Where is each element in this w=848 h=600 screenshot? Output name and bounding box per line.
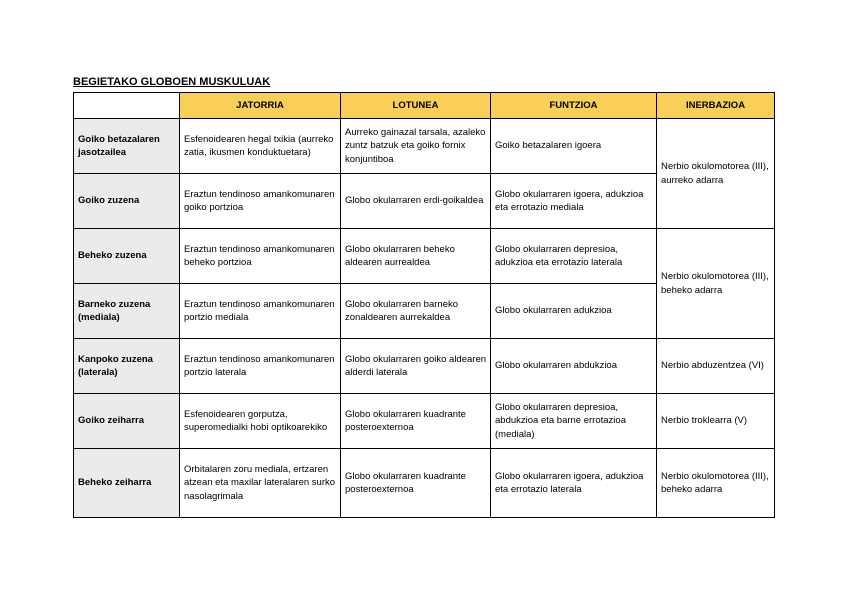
muscle-name-cell: Goiko zuzena <box>74 174 180 229</box>
jatorria-cell: Eraztun tendinoso amankomunaren beheko portzioa <box>180 229 341 284</box>
inerbazioa-cell: Nerbio okulomotorea (III), beheko adarra <box>657 229 775 339</box>
eye-muscles-table <box>73 92 775 518</box>
jatorria-cell: Eraztun tendinoso amankomunaren portzio mediala <box>180 284 341 339</box>
jatorria-cell: Eraztun tendinoso amankomunaren portzio laterala <box>180 339 341 394</box>
muscle-name-cell: Kanpoko zuzena (laterala) <box>74 339 180 394</box>
jatorria-cell: Orbitalaren zoru mediala, ertzaren atzean eta maxilar lateralaren surko nasolagrimala <box>180 449 341 518</box>
lotunea-cell: Globo okularraren barneko zonaldearen aurrekaldea <box>341 284 491 339</box>
header-funtzioa: FUNTZIOA <box>491 93 657 119</box>
muscle-name-cell: Goiko zeiharra <box>74 394 180 449</box>
table-header-row <box>74 93 775 119</box>
muscle-name-cell: Beheko zuzena <box>74 229 180 284</box>
lotunea-cell: Globo okularraren erdi-goikaldea <box>341 174 491 229</box>
header-corner-cell <box>74 93 180 119</box>
funtzioa-cell: Globo okularraren depresioa, adukzioa eta errotazio laterala <box>491 229 657 284</box>
table-row <box>74 449 775 518</box>
lotunea-cell: Aurreko gainazal tarsala, azaleko zuntz batzuk eta goiko fornix konjuntiboa <box>341 119 491 174</box>
inerbazioa-cell: Nerbio troklearra (V) <box>657 394 775 449</box>
table-row <box>74 229 775 284</box>
table-row <box>74 394 775 449</box>
document-title: BEGIETAKO GLOBOEN MUSKULUAK <box>73 76 271 88</box>
lotunea-cell: Globo okularraren goiko aldearen alderdi laterala <box>341 339 491 394</box>
table-row <box>74 119 775 174</box>
muscle-name-cell: Barneko zuzena (mediala) <box>74 284 180 339</box>
lotunea-cell: Globo okularraren kuadrante posteroexternoa <box>341 394 491 449</box>
lotunea-cell: Globo okularraren beheko aldearen aurrealdea <box>341 229 491 284</box>
jatorria-cell: Esfenoidearen hegal txikia (aurreko zatia, ikusmen konduktuetara) <box>180 119 341 174</box>
muscle-name-cell: Goiko betazalaren jasotzailea <box>74 119 180 174</box>
funtzioa-cell: Globo okularraren igoera, adukzioa eta errotazio laterala <box>491 449 657 518</box>
funtzioa-cell: Globo okularraren depresioa, abdukzioa eta barne errotazioa (mediala) <box>491 394 657 449</box>
header-jatorria: JATORRIA <box>180 93 341 119</box>
funtzioa-cell: Globo okularraren igoera, adukzioa eta errotazio mediala <box>491 174 657 229</box>
header-inerbazioa: INERBAZIOA <box>657 93 775 119</box>
jatorria-cell: Esfenoidearen gorputza, superomedialki hobi optikoarekiko <box>180 394 341 449</box>
muscle-name-cell: Beheko zeiharra <box>74 449 180 518</box>
funtzioa-cell: Globo okularraren adukzioa <box>491 284 657 339</box>
funtzioa-cell: Globo okularraren abdukzioa <box>491 339 657 394</box>
inerbazioa-cell: Nerbio okulomotorea (III), aurreko adarra <box>657 119 775 229</box>
table-row <box>74 339 775 394</box>
inerbazioa-cell: Nerbio abduzentzea (VI) <box>657 339 775 394</box>
header-lotunea: LOTUNEA <box>341 93 491 119</box>
funtzioa-cell: Goiko betazalaren igoera <box>491 119 657 174</box>
jatorria-cell: Eraztun tendinoso amankomunaren goiko portzioa <box>180 174 341 229</box>
inerbazioa-cell: Nerbio okulomotorea (III), beheko adarra <box>657 449 775 518</box>
lotunea-cell: Globo okularraren kuadrante posteroexternoa <box>341 449 491 518</box>
